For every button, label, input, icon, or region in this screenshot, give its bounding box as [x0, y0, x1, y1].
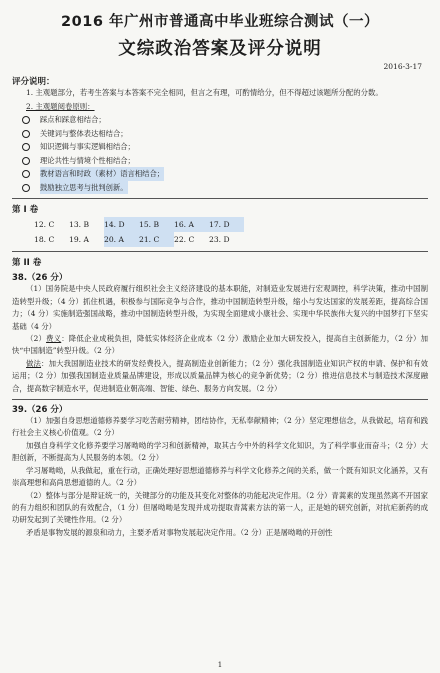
section-1-heading: 第 I 卷: [12, 205, 39, 216]
criteria-item: 踩点和踩意相结合；: [22, 113, 428, 127]
answer-item: 18. C: [34, 235, 55, 245]
q39-answer-part-2b: 矛盾是事物发展的源泉和动力，主要矛盾对事物发展起决定作用。（2 分）正是屠呦呦的开创性: [26, 527, 333, 537]
criteria-list: [12, 113, 428, 194]
section-2-heading: 第 II 卷: [12, 258, 42, 269]
circle-bullet-icon: [22, 157, 30, 165]
document-date: 2016-3-17: [383, 62, 422, 71]
criteria-item: 理论共性与情境个性相结合；: [22, 154, 428, 168]
circle-bullet-icon: [22, 143, 30, 151]
question-39-label: 39.（26 分）: [12, 405, 68, 416]
answer-item: 16. A: [174, 217, 209, 232]
q38-answer-part-2: （2）费义：降低企业成税负担，降低实体经济企业成本（2 分）激励企业加大研发投入，提高自主创新能力，（2 分）加快“中国制造”转型升级。（2 分）: [12, 334, 428, 356]
document-subtitle: 文综政治答案及评分说明: [118, 39, 322, 59]
answer-item: 19. A: [69, 235, 89, 245]
page-number: 1: [217, 661, 223, 669]
q39-answer-part-1c: 学习屠呦呦，从我做起，重在行动，正确处理好思想道德修养与科学文化修养之间的关系，做一个既有知识文化涵养，又有崇高理想和高尚思想道德的人。（2 分）: [12, 465, 428, 488]
criteria-item: 鼓励独立思考与批判创新。: [22, 181, 428, 195]
answer-item: 20. A: [104, 232, 139, 247]
choice-answers-grid: [12, 217, 428, 247]
answer-item: 17. D: [209, 217, 244, 232]
q38-answer-measures: 做法：加大我国制造业技术的研发经费投入，提高制造业创新能力；（2 分）强化我国制造业知识产权的申请、保护和有效运用；（2 分）加强我国制造业质量品牌建设，形成以质量品牌为核心的竞争新优势；（2 分）推进信息技术与制造技术深度融合，提高数字制造水平，促进制造业朝高端、智能、绿色、服务方向发展。（2 分）: [12, 358, 428, 393]
answer-item: 15. B: [139, 217, 174, 232]
circle-bullet-icon: [22, 130, 30, 138]
document-title: 2016 年广州市普通高中毕业班综合测试（一）: [61, 14, 379, 30]
q39-answer-part-1b: 加强自身科学文化修养要学习屠呦呦的学习和创新精神，取其古今中外的科学文化知识，为了科学事业而奋斗；（2 分）大胆创新，不断提高为人民服务的本领。（2 分）: [12, 440, 428, 463]
scoring-note-1: 1. 主观题部分，若考生答案与本答案不完全相同，但言之有理，可酌情给分，但不得超过该题所分配的分数。: [26, 88, 383, 97]
answer-item: 14. D: [104, 217, 139, 232]
answer-item: 21. C: [139, 232, 174, 247]
answer-item: 13. B: [69, 220, 90, 230]
q39-answer-part-2: （2）整体与部分是辩证统一的，关键部分的功能及其变化对整体的功能起决定作用。（2 分）青蒿素的发现虽然离不开国家的有力组织和团队的有效配合，（1 分）但屠呦呦是发现并成功提取青蒿素方法的第一人，正是她的研究创新，对抗疟新药的成功研发起到了关键性作用。（2 分）: [12, 490, 428, 525]
criteria-item: 知识逻辑与事实逻辑相结合；: [22, 140, 428, 154]
section-divider: [12, 198, 428, 199]
question-38-label: 38.（26 分）: [12, 273, 68, 284]
scoring-heading: 评分说明：: [12, 77, 55, 87]
q39-answer-part-1: （1）加强自身思想道德修养要学习吃苦耐劳精神，团结协作，无私奉献精神；（2 分）坚定理想信念，从我做起，培育和践行社会主义核心价值观。（2 分）: [12, 416, 428, 438]
answer-item: 23. D: [209, 235, 230, 245]
criteria-item: 教材语言和时政（素材）语言相结合；: [22, 167, 428, 181]
circle-bullet-icon: [22, 116, 30, 124]
criteria-item: 关键词与整体表达相结合；: [22, 127, 428, 141]
section-divider: [12, 399, 428, 400]
circle-bullet-icon: [22, 170, 30, 178]
q38-answer-part-1: （1）国务院是中央人民政府履行组织社会主义经济建设的基本职能，对制造业发展进行宏观调控，科学决策，推动中国制造转型升级；（4 分）抓住机遇，积极参与国际竞争与合作，推动中国制造转型升级，缩小与发达国家的发展差距，提高综合国力；（4 分）实施制造强国战略，推动中国制造转型升级，为实现全面建成小康社会、实现中华民族伟大复兴的中国梦打下坚实基础（4 分）: [12, 284, 428, 331]
answer-item: 12. C: [34, 220, 55, 230]
scoring-note-2: 2. 主观题阅卷原则：: [26, 102, 95, 112]
section-divider: [12, 251, 428, 252]
answer-item: 22. C: [174, 235, 195, 245]
circle-bullet-icon: [22, 184, 30, 192]
